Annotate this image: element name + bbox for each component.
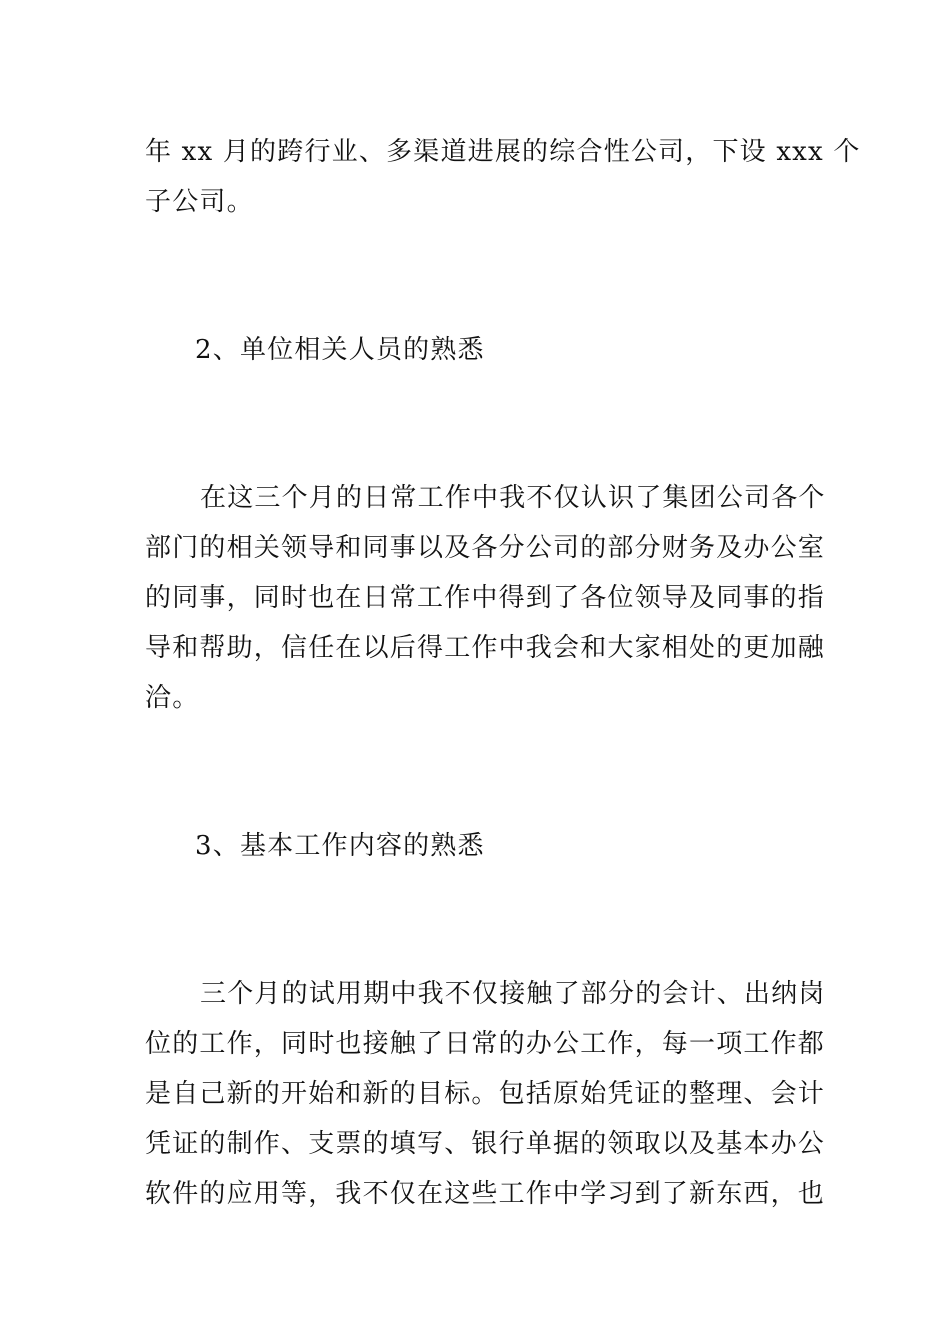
section-heading-3: 3、基本工作内容的熟悉	[195, 831, 485, 861]
paragraph-line: 软件的应用等，我不仅在这些工作中学习到了新东西，也	[145, 1179, 826, 1209]
paragraph-line: 导和帮助，信任在以后得工作中我会和大家相处的更加融	[145, 633, 826, 663]
paragraph-line: 的同事，同时也在日常工作中得到了各位领导及同事的指	[145, 583, 826, 613]
paragraph-line: 是自己新的开始和新的目标。包括原始凭证的整理、会计	[145, 1079, 826, 1109]
section-heading-2: 2、单位相关人员的熟悉	[195, 335, 485, 365]
paragraph-line: 年 xx 月的跨行业、多渠道进展的综合性公司，下设 xxx 个	[145, 137, 861, 167]
paragraph-line: 三个月的试用期中我不仅接触了部分的会计、出纳岗	[200, 979, 826, 1009]
paragraph-line: 部门的相关领导和同事以及各分公司的部分财务及办公室	[145, 533, 826, 563]
paragraph-line: 子公司。	[145, 187, 254, 217]
paragraph-line: 位的工作，同时也接触了日常的办公工作，每一项工作都	[145, 1029, 826, 1059]
paragraph-line: 在这三个月的日常工作中我不仅认识了集团公司各个	[200, 483, 826, 513]
paragraph-line: 洽。	[145, 683, 200, 713]
paragraph-line: 凭证的制作、支票的填写、银行单据的领取以及基本办公	[145, 1129, 826, 1159]
